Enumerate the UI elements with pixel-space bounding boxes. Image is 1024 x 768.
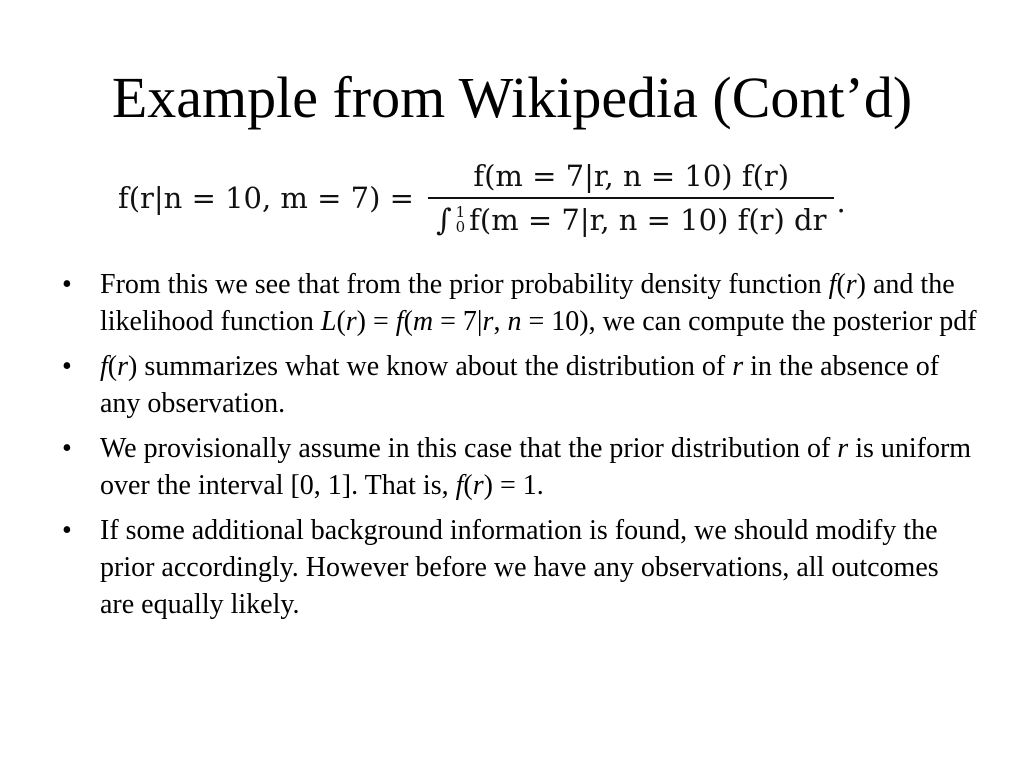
formula-numerator: f(m = 7|r, n = 10) f(r) xyxy=(473,158,790,193)
integral-lower-limit: 0 xyxy=(455,217,466,236)
bullet-item xyxy=(58,348,978,422)
bullet-text: From this we see that from the prior probability density function f(r) and the likelihood function L(r) = f(m = 7|r, n = 10), we can compute the posterior pdf xyxy=(100,269,977,337)
bullet-text: If some additional background information is found, we should modify the prior accordingly. However before we have any observations, all outcomes are equally likely. xyxy=(100,515,939,620)
bullet-item xyxy=(58,430,978,504)
bullet-list xyxy=(58,266,978,631)
bullet-icon: • xyxy=(62,351,72,382)
bullet-text: f(r) summarizes what we know about the distribution of r in the absence of any observation. xyxy=(100,351,940,419)
bullet-icon: • xyxy=(62,269,72,300)
formula-lhs: f(r|n = 10, m = 7) = xyxy=(118,181,414,215)
bullet-icon: • xyxy=(62,515,72,546)
formula-denominator: f(m = 7|r, n = 10) f(r) dr xyxy=(469,202,827,237)
formula-fraction xyxy=(428,159,835,238)
integral-limits xyxy=(455,202,466,236)
formula-denominator-group xyxy=(428,199,835,238)
integral-upper-limit: 1 xyxy=(455,202,466,221)
posterior-formula xyxy=(118,152,846,244)
integral-sign: ∫ xyxy=(435,202,452,238)
bullet-icon: • xyxy=(62,433,72,464)
formula-period: . xyxy=(836,185,846,219)
bullet-item xyxy=(58,512,978,623)
slide-title: Example from Wikipedia (Cont’d) xyxy=(111,65,913,130)
bullet-text: We provisionally assume in this case that the prior distribution of r is uniform over the interval [0, 1]. That is, f(r) = 1. xyxy=(100,433,972,501)
bullet-item xyxy=(58,266,978,340)
